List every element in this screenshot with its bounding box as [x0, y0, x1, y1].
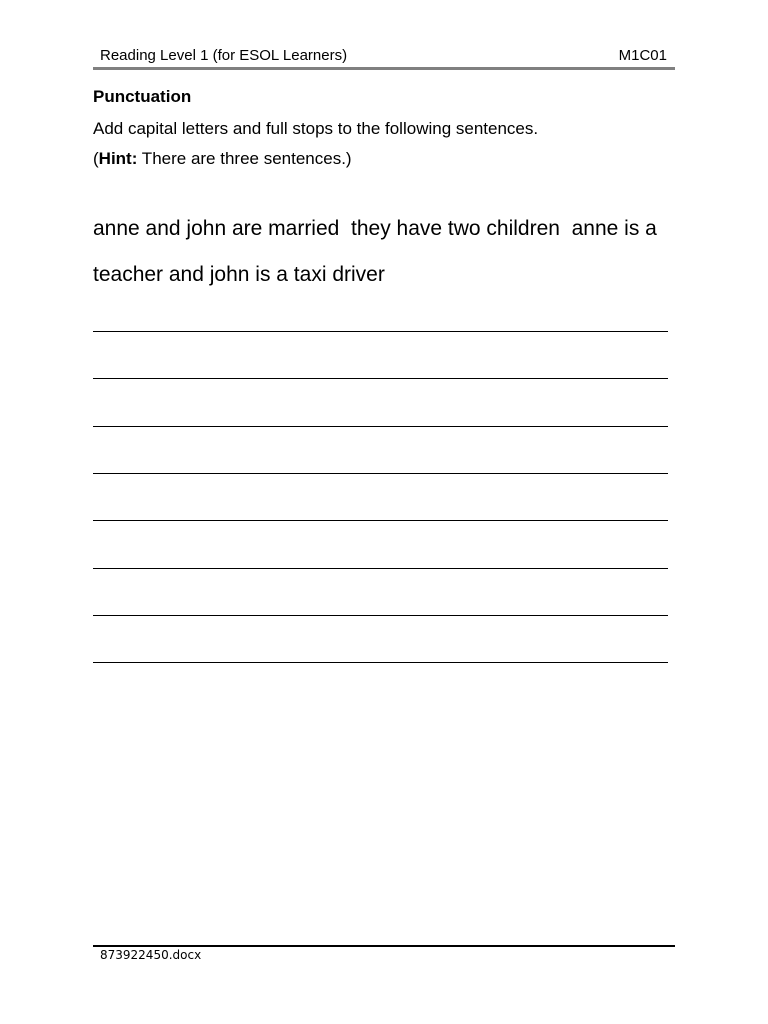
- answer-line: [93, 331, 668, 332]
- exercise-passage: anne and john are married they have two children anne is a teacher and john is a taxi driver: [93, 217, 663, 286]
- answer-line: [93, 378, 668, 379]
- answer-line: [93, 568, 668, 569]
- answer-line: [93, 662, 668, 663]
- hint-body: There are three sentences.): [137, 149, 352, 168]
- page-header: [93, 44, 675, 70]
- footer-divider: [93, 945, 675, 947]
- answer-line: [93, 426, 668, 427]
- section-heading: Punctuation: [93, 87, 192, 106]
- answer-line: [93, 473, 668, 474]
- hint-open-paren: (: [93, 149, 99, 168]
- instruction-text: Add capital letters and full stops to the following sentences.: [93, 119, 539, 138]
- header-code: M1C01: [618, 47, 667, 64]
- footer-filename: 873922450.docx: [100, 948, 202, 962]
- answer-line: [93, 615, 668, 616]
- hint-label: Hint:: [98, 149, 138, 168]
- answer-line: [93, 520, 668, 521]
- header-title: Reading Level 1 (for ESOL Learners): [100, 47, 348, 64]
- hint-text: [93, 149, 352, 169]
